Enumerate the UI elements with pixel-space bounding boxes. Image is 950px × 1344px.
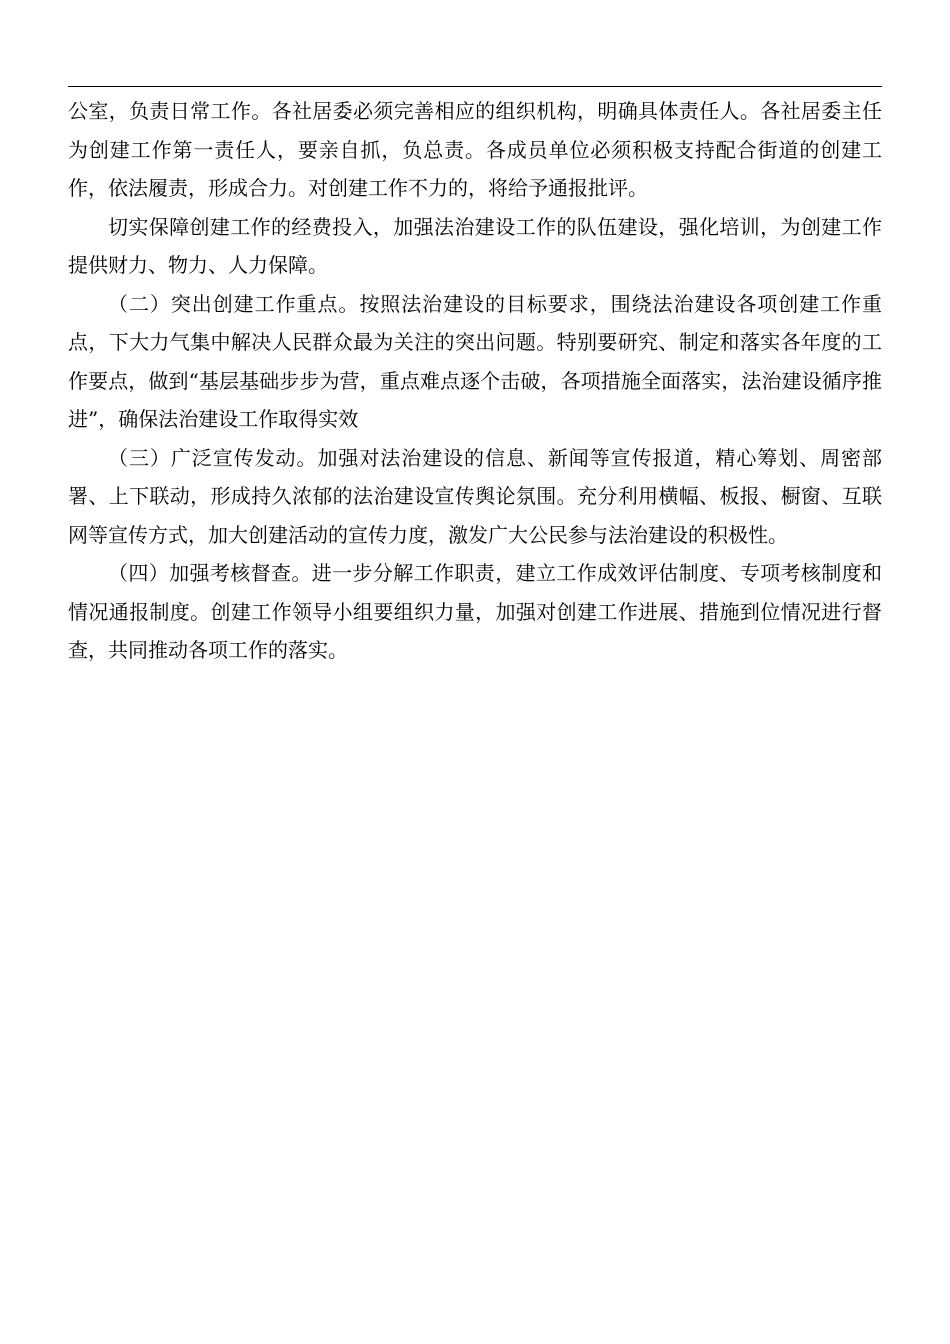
paragraph-funding: 切实保障创建工作的经费投入，加强法治建设工作的队伍建设，强化培训，为创建工作提供财力、物力、人力保障。 bbox=[68, 214, 882, 277]
document-body bbox=[68, 92, 882, 670]
paragraph-section-2: （二）突出创建工作重点。按照法治建设的目标要求，围绕法治建设各项创建工作重点，下大力气集中解决人民群众最为关注的突出问题。特别要研究、制定和落实各年度的工作要点，做到“基层基础步步为营，重点难点逐个击破，各项措施全面落实，法治建设循序推进”，确保法治建设工作取得实效 bbox=[68, 291, 882, 431]
header-divider bbox=[68, 86, 882, 87]
paragraph-section-4: （四）加强考核督查。进一步分解工作职责，建立工作成效评估制度、专项考核制度和情况通报制度。创建工作领导小组要组织力量，加强对创建工作进展、措施到位情况进行督查，共同推动各项工作的落实。 bbox=[68, 561, 882, 662]
paragraph-continuation: 公室，负责日常工作。各社居委必须完善相应的组织机构，明确具体责任人。各社居委主任为创建工作第一责任人，要亲自抓，负总责。各成员单位必须积极支持配合街道的创建工作，依法履责，形成合力。对创建工作不力的，将给予通报批评。 bbox=[68, 99, 882, 200]
paragraph-section-3: （三）广泛宣传发动。加强对法治建设的信息、新闻等宣传报道，精心筹划、周密部署、上下联动，形成持久浓郁的法治建设宣传舆论氛围。充分利用横幅、板报、橱窗、互联网等宣传方式，加大创建活动的宣传力度，激发广大公民参与法治建设的积极性。 bbox=[68, 445, 882, 547]
